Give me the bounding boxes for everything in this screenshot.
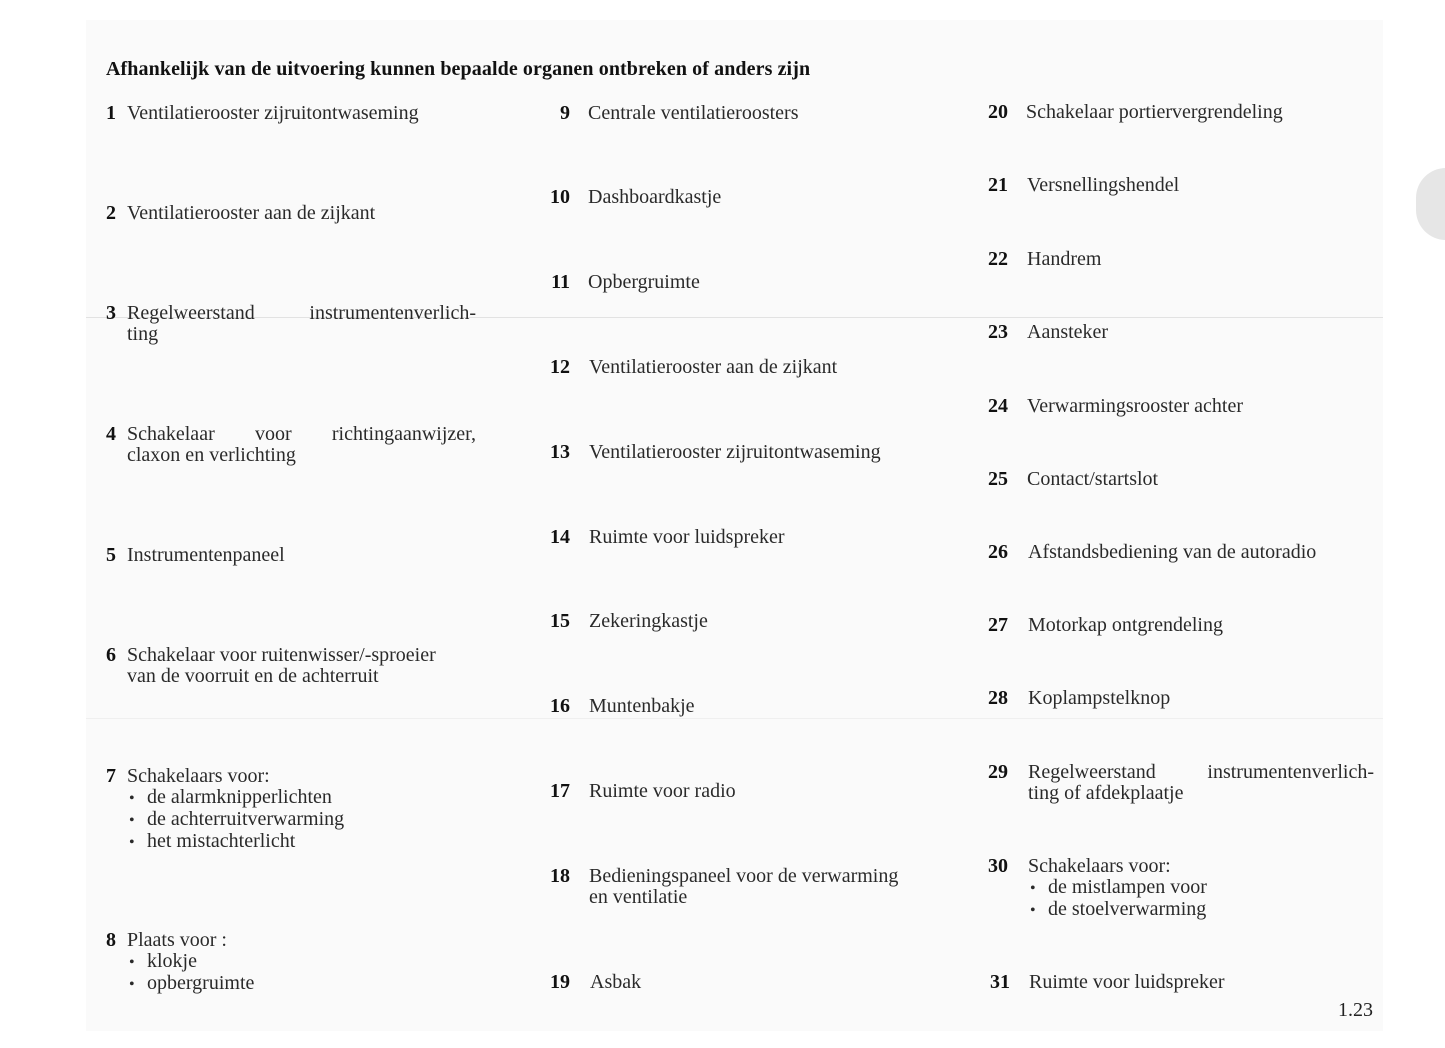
legend-line: Ruimte voor luidspreker	[1029, 971, 1225, 993]
legend-line: Contact/startslot	[1027, 468, 1159, 490]
legend-text	[589, 611, 708, 632]
legend-number: 7	[106, 765, 116, 787]
legend-line: Dashboardkastje	[588, 186, 722, 208]
legend-text	[127, 303, 476, 345]
legend-text	[590, 972, 641, 993]
legend-line: Ventilatierooster zijruitontwaseming	[127, 102, 419, 124]
legend-text	[589, 442, 881, 463]
legend-number: 26	[988, 541, 1008, 563]
legend-number: 6	[106, 644, 116, 666]
legend-line: Aansteker	[1027, 321, 1109, 343]
legend-line: van de voorruit en de achterruit	[127, 665, 379, 687]
legend-text	[127, 103, 419, 124]
legend-line: Opbergruimte	[588, 271, 700, 293]
legend-line: Motorkap ontgrendeling	[1028, 614, 1223, 636]
legend-number: 2	[106, 202, 116, 224]
legend-text	[588, 187, 721, 208]
legend-text	[127, 545, 285, 566]
legend-text	[1027, 322, 1108, 343]
legend-line: Schakelaar voor ruitenwisser/-sproeier	[127, 644, 436, 666]
legend-number: 9	[560, 102, 570, 124]
legend-number: 29	[988, 761, 1008, 783]
legend-number: 30	[988, 855, 1008, 877]
legend-text	[1028, 762, 1374, 804]
legend-line: Zekeringkastje	[589, 610, 708, 632]
legend-number: 15	[550, 610, 570, 632]
legend-line: Plaats voor :	[127, 929, 227, 951]
legend-line: Centrale ventilatieroosters	[588, 102, 799, 124]
legend-text	[127, 645, 436, 687]
legend-text	[589, 696, 695, 717]
legend-number: 18	[550, 865, 570, 887]
legend-number: 22	[988, 248, 1008, 270]
legend-text	[1028, 688, 1170, 709]
legend-subitem: • het mistachterlicht	[127, 831, 344, 853]
legend-text	[1027, 249, 1101, 270]
legend-number: 1	[106, 102, 116, 124]
legend-number: 21	[988, 174, 1008, 196]
legend-line: Regelweerstand instrumentenverlich-	[1028, 761, 1374, 783]
legend-number: 19	[550, 971, 570, 993]
legend-text	[588, 272, 700, 293]
legend-number: 24	[988, 395, 1008, 417]
legend-line: Ventilatierooster aan de zijkant	[589, 356, 838, 378]
page-heading: Afhankelijk van de uitvoering kunnen bepaalde organen ontbreken of anders zijn	[106, 58, 811, 80]
legend-number: 20	[988, 101, 1008, 123]
legend-line: Muntenbakje	[589, 695, 695, 717]
scan-fold-line-lower	[86, 718, 1383, 719]
legend-text	[588, 103, 798, 124]
legend-line: Versnellingshendel	[1027, 174, 1180, 196]
legend-text	[1027, 175, 1179, 196]
legend-number: 27	[988, 614, 1008, 636]
legend-number: 25	[988, 468, 1008, 490]
legend-line: Bedieningspaneel voor de verwarming	[589, 865, 899, 887]
legend-line: Afstandsbediening van de autoradio	[1028, 541, 1317, 563]
legend-number: 17	[550, 780, 570, 802]
legend-number: 13	[550, 441, 570, 463]
legend-line: Verwarmingsrooster achter	[1027, 395, 1244, 417]
legend-number: 14	[550, 526, 570, 548]
legend-number: 11	[551, 271, 570, 293]
legend-subitem: • de alarmknipperlichten	[127, 787, 344, 809]
legend-text	[1028, 856, 1207, 921]
legend-number: 23	[988, 321, 1008, 343]
legend-text	[1028, 615, 1223, 636]
legend-text	[1028, 542, 1316, 563]
legend-line: Ventilatierooster aan de zijkant	[127, 202, 376, 224]
legend-subitem: • klokje	[127, 951, 254, 973]
legend-text	[589, 781, 736, 802]
legend-text	[1027, 396, 1243, 417]
legend-subitem: • de achterruitverwarming	[127, 809, 344, 831]
legend-line: Schakelaars voor:	[127, 765, 270, 787]
legend-line: Ruimte voor radio	[589, 780, 736, 802]
legend-line: ting of afdekplaatje	[1028, 782, 1184, 804]
legend-number: 31	[990, 971, 1010, 993]
legend-number: 28	[988, 687, 1008, 709]
legend-subitem: • de mistlampen voor	[1028, 877, 1207, 899]
legend-number: 8	[106, 929, 116, 951]
legend-number: 5	[106, 544, 116, 566]
legend-number: 12	[550, 356, 570, 378]
legend-line: Schakelaars voor:	[1028, 855, 1171, 877]
legend-line: en ventilatie	[589, 886, 688, 908]
legend-line: ting	[127, 323, 159, 345]
legend-text	[127, 930, 254, 995]
legend-text	[589, 866, 898, 908]
legend-line: Asbak	[590, 971, 642, 993]
legend-line: Ventilatierooster zijruitontwaseming	[589, 441, 881, 463]
legend-subitem: • opbergruimte	[127, 973, 254, 995]
legend-text	[1026, 102, 1283, 123]
legend-number: 4	[106, 423, 116, 445]
legend-number: 3	[106, 302, 116, 324]
legend-number: 16	[550, 695, 570, 717]
page-number: 1.23	[1338, 999, 1373, 1021]
legend-text	[589, 527, 785, 548]
legend-line: claxon en verlichting	[127, 444, 296, 466]
legend-text	[1027, 469, 1158, 490]
legend-line: Handrem	[1027, 248, 1102, 270]
legend-subitem: • de stoelverwarming	[1028, 899, 1207, 921]
legend-text	[127, 424, 476, 466]
legend-line: Schakelaar voor richtingaanwijzer,	[127, 423, 476, 445]
legend-line: Regelweerstand instrumentenverlich-	[127, 302, 476, 324]
legend-line: Schakelaar portiervergrendeling	[1026, 101, 1283, 123]
legend-number: 10	[550, 186, 570, 208]
legend-text	[127, 766, 344, 853]
legend-text	[589, 357, 837, 378]
legend-line: Instrumentenpaneel	[127, 544, 285, 566]
page-edge-tab	[1416, 168, 1445, 240]
legend-line: Koplampstelknop	[1028, 687, 1171, 709]
legend-text	[127, 203, 375, 224]
legend-text	[1029, 972, 1225, 993]
legend-line: Ruimte voor luidspreker	[589, 526, 785, 548]
